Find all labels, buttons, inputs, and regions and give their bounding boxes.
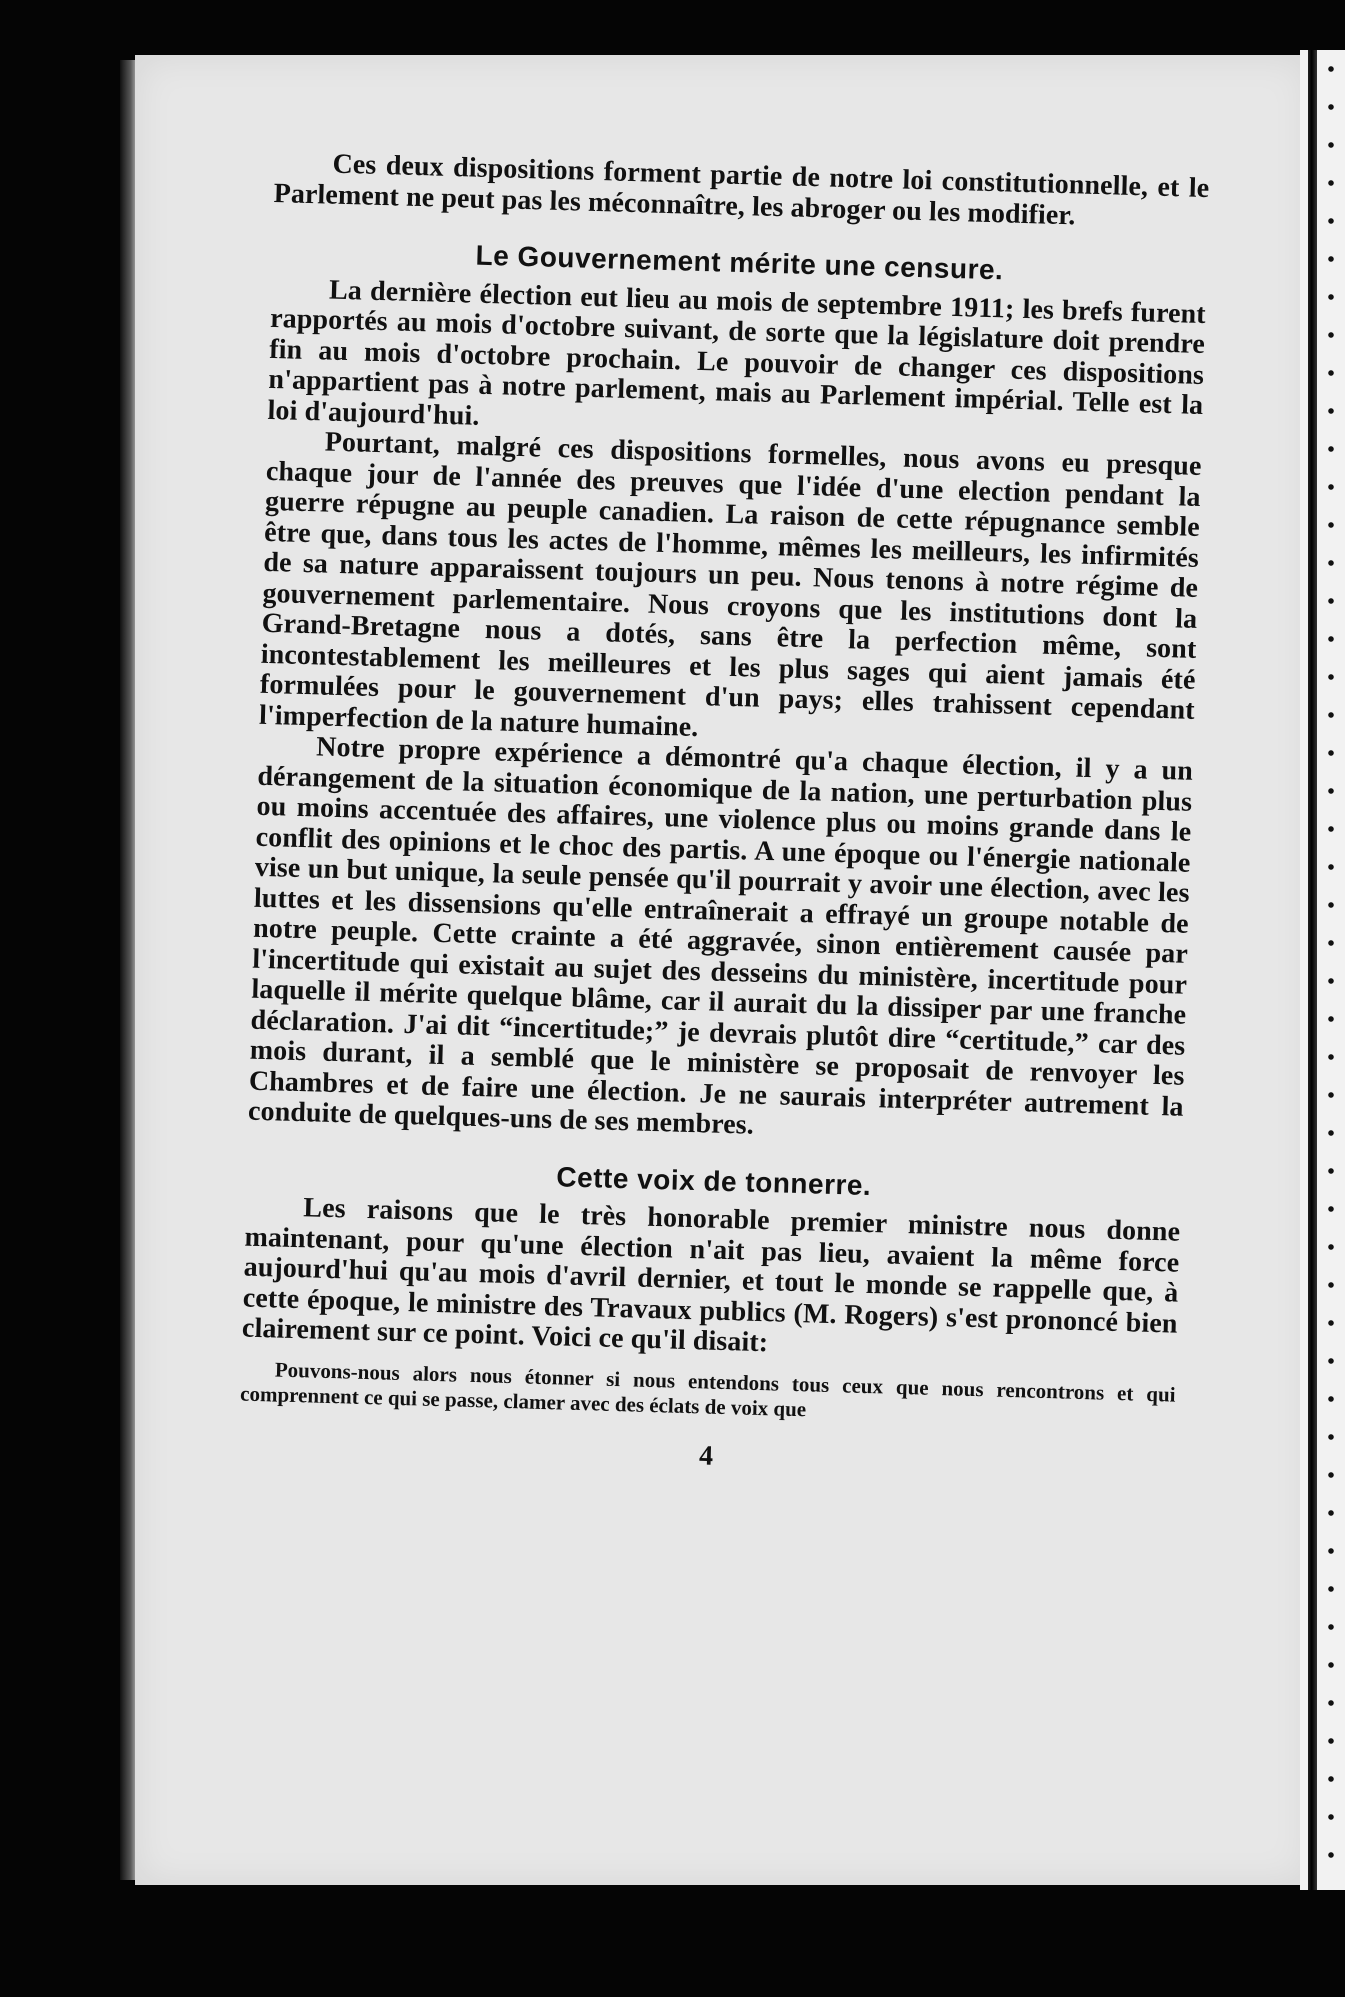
page-text-column	[238, 148, 1209, 1485]
quoted-excerpt: Pouvons-nous alors nous étonner si nous entendons tous ceux que nous rencontrons et qui comprennent ce qui se passe, clamer avec des éclats de voix que	[239, 1356, 1176, 1421]
binding-spine-line	[1308, 50, 1317, 1890]
section-heading-censure: Le Gouvernement mérite une censure.	[475, 239, 1004, 286]
section-heading-tonnerre: Cette voix de tonnerre.	[556, 1160, 872, 1201]
binding-stitch-dots	[1324, 50, 1338, 1890]
body-paragraph: La dernière élection eut lieu au mois de septembre 1911; les brefs furent rapportés au mois d'octobre suivant, de sorte que la législature doit prendre fin au mois d'octobre prochain. Le pouvoir de changer ces dispositions n'appartient pas à notre parlement, mais au Parlement impérial. Telle est la loi d'aujourd'hui.	[267, 274, 1207, 432]
body-paragraph: Les raisons que le très honorable premier ministre nous donne maintenant, pour qu'une élection n'ait pas lieu, avaient la même force aujourd'hui qu'au mois d'avril dernier, et tout le monde se rappelle que, à cette époque, le ministre des Travaux publics (M. Rogers) s'est prononcé bien clairement sur ce point. Voici ce qu'il disait:	[241, 1192, 1181, 1359]
body-paragraph: Pourtant, malgré ces dispositions formelles, nous avons eu presque chaque jour de l'année des preuves que l'idée d'une election pendant la guerre répugne au peuple canadien. La raison de cette répugnance semble être que, dans tous les actes de l'homme, mêmes les meilleurs, les infirmités de sa nature apparaissent toujours un peu. Nous tenons à notre régime de gouvernement parlementaire. Nous croyons que les institutions dont la Grand-Bretagne nous a dotés, sans être la perfection même, sont incontestablement les meilleures et les plus sages qui aient jamais été formulées pour le gouvernement d'un pays; elles trahissent cependant l'imperfection de la nature humaine.	[258, 426, 1202, 743]
binding-strip	[1300, 50, 1345, 1890]
page-number: 4	[698, 1439, 714, 1472]
body-paragraph: Notre propre expérience a démontré qu'a chaque élection, il y a un dérangement de la situation économique de la nation, une perturbation plus ou moins accentuée des affaires, une violence plus ou moins grande dans le conflit des opinions et le choc des partis. A une époque ou l'énergie nationale vise un but unique, la seule pensée qu'il pourrait y avoir une élection, avec les luttes et les dissensions qu'elle entraînerait a effrayé un groupe notable de notre peuple. Cette crainte a été aggravée, sinon entièrement causée par l'incertitude qui existait au sujet des desseins du ministère, incertitude pour laquelle il mérite quelque blâme, car il aurait du la dissiper par une franche déclaration. J'ai dit “incertitude;” je devrais plutôt dire “certitude,” car des mois durant, il a semblé que le ministère se proposait de renvoyer les Chambres et de faire une élection. Je ne saurais interpréter autrement la conduite de quelques-uns de ses membres.	[247, 731, 1194, 1141]
intro-paragraph: Ces deux dispositions forment partie de notre loi constitutionnelle, et le Parlement ne peut pas les méconnaître, les abroger ou les modifier.	[273, 148, 1210, 231]
